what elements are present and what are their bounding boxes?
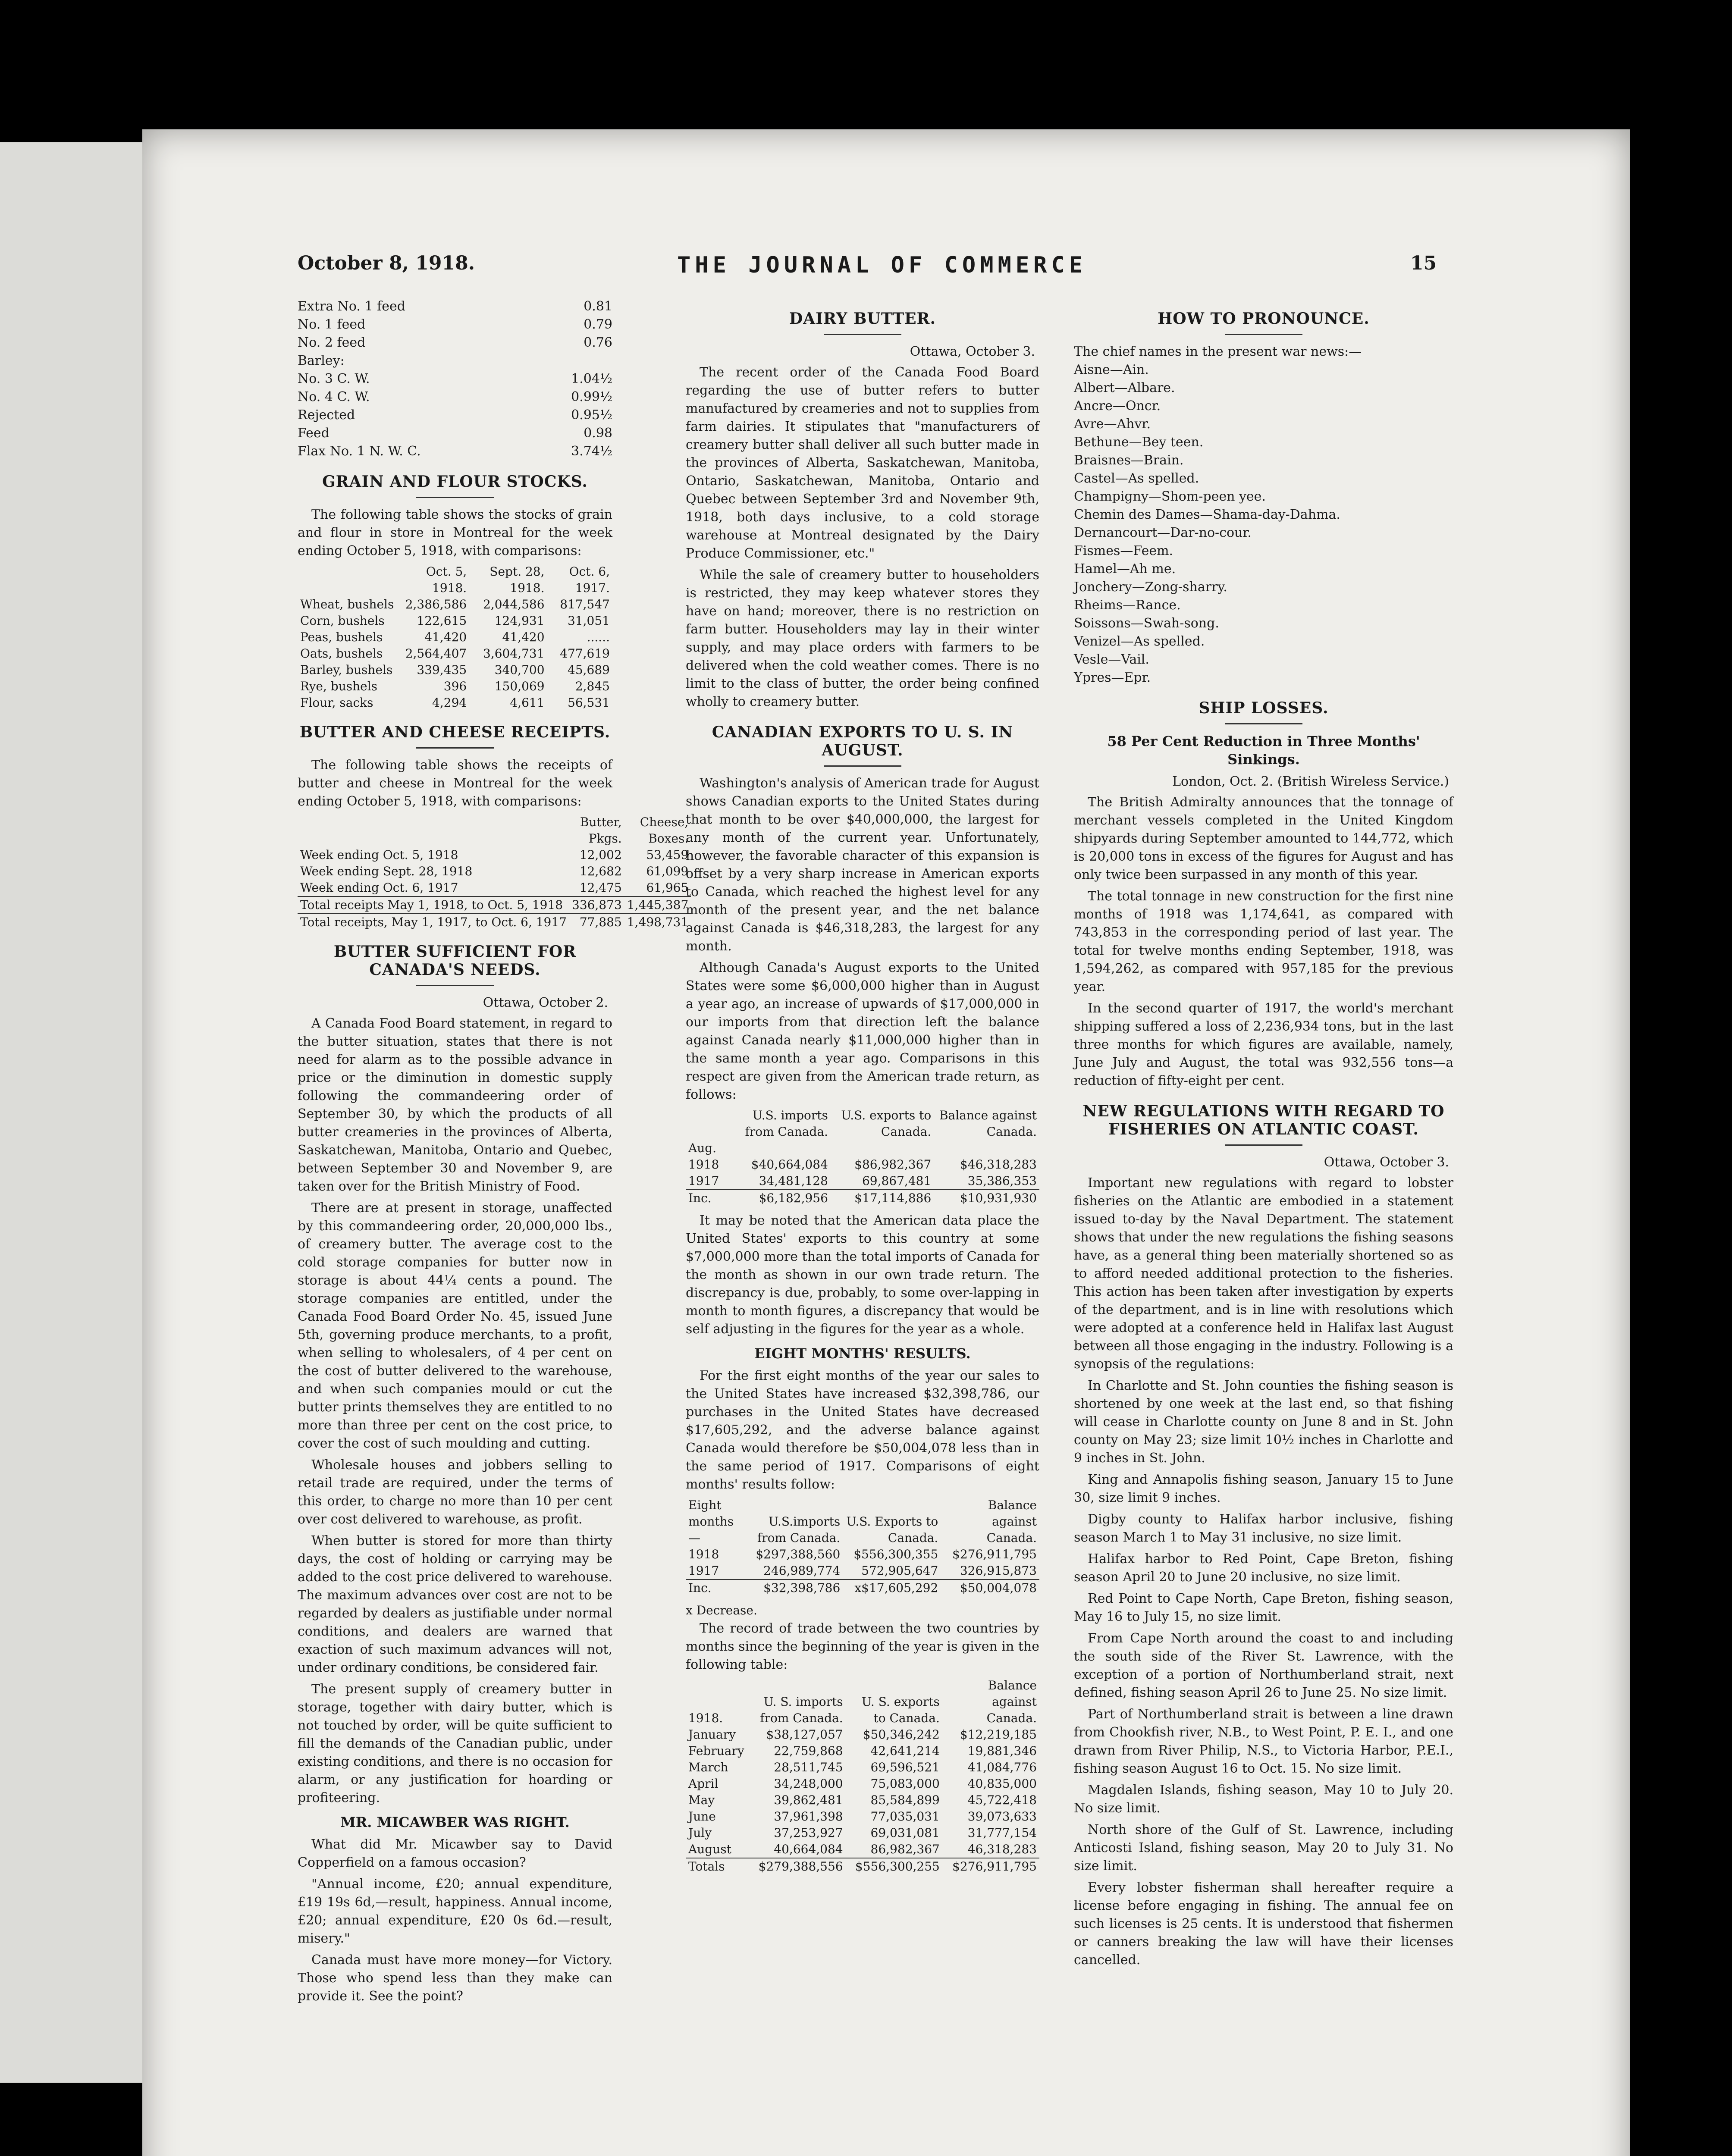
- article-paragraph: A Canada Food Board statement, in regard to the butter situation, states that there is not need for alarm as to the possible advance in price or the diminution in domestic supply following the commandeering order of September 30, by which the products of all butter creameries in the provinces of Alberta, Saskatchewan, Manitoba, Ontario and Quebec, between September 30 and November 9, are taken over for the British Ministry of Food.: [298, 1016, 612, 1194]
- table-cell: Week ending Oct. 6, 1917: [300, 881, 458, 895]
- butter-cheese-table: [298, 814, 691, 931]
- table-cell: 40,835,000: [967, 1777, 1037, 1791]
- grain-stocks-table: [298, 564, 612, 711]
- adjacent-page-edge: [0, 142, 142, 2083]
- pronunciation-item: Castel—As spelled.: [1074, 471, 1199, 486]
- table-cell: 77,035,031: [870, 1809, 940, 1824]
- price-label: No. 2 feed: [298, 335, 366, 350]
- price-label: No. 3 C. W.: [298, 371, 370, 386]
- table-cell: May: [688, 1793, 715, 1807]
- table-cell: 19,881,346: [967, 1744, 1037, 1758]
- article-paragraph: The following table shows the stocks of grain and flour in store in Montreal for the week ending October 5, 1918, with comparisons:: [298, 507, 612, 558]
- article-paragraph: Every lobster fisherman shall hereafter require a license before engaging in fishing. The annual fee on such licenses is 25 cents. It is understood that fishermen or canners breaking the law will have their licenses cancelled.: [1074, 1880, 1453, 1968]
- price-value: 0.99½: [571, 389, 612, 404]
- price-row: [298, 334, 612, 352]
- column-header: U.S.imports from Canada.: [757, 1514, 841, 1545]
- table-cell: 31,777,154: [967, 1826, 1037, 1840]
- article-paragraph: Magdalen Islands, fishing season, May 10 to July 20. No size limit.: [1074, 1783, 1453, 1816]
- table-header-row: [298, 564, 612, 596]
- table-cell: 3,604,731: [483, 646, 545, 661]
- table-cell: 336,873: [569, 896, 624, 914]
- table-cell: 41,084,776: [967, 1760, 1037, 1774]
- table-footnote: x Decrease.: [686, 1603, 757, 1617]
- table-row: [686, 1140, 1039, 1156]
- table-row: [686, 1759, 1039, 1776]
- table-row: [686, 1776, 1039, 1792]
- grain-price-list: [298, 298, 612, 461]
- table-cell: January: [688, 1727, 736, 1742]
- pronunciation-item: Aisne—Ain.: [1074, 362, 1149, 377]
- table-cell: Total receipts May 1, 1918, to Oct. 5, 1918: [298, 896, 569, 914]
- table-cell: Peas, bushels: [300, 630, 383, 644]
- pronunciation-item: Soissons—Swah-song.: [1074, 616, 1219, 631]
- table-cell: April: [688, 1777, 719, 1791]
- price-label: Barley:: [298, 353, 345, 368]
- column-header: Oct. 6, 1917.: [569, 564, 610, 595]
- price-label: Feed: [298, 426, 329, 441]
- table-cell: 28,511,745: [774, 1760, 843, 1774]
- article-heading: SHIP LOSSES.: [1199, 699, 1329, 717]
- table-cell: $50,004,078: [941, 1579, 1039, 1596]
- pronunciation-item: Rheims—Rance.: [1074, 598, 1181, 613]
- table-cell: 61,965: [646, 881, 689, 895]
- price-label: Flax No. 1 N. W. C.: [298, 444, 421, 459]
- table-cell: 35,386,353: [967, 1174, 1037, 1188]
- table-row: [298, 613, 612, 629]
- table-cell: Aug.: [688, 1141, 717, 1155]
- price-row: [298, 424, 612, 442]
- article-heading: DAIRY BUTTER.: [789, 310, 936, 328]
- table-row: [686, 1808, 1039, 1825]
- table-row: [298, 678, 612, 695]
- table-cell: Corn, bushels: [300, 614, 385, 628]
- article-body: [1074, 1174, 1453, 1969]
- column-header: 1918.: [688, 1711, 723, 1725]
- article-heading: HOW TO PRONOUNCE.: [1158, 310, 1370, 328]
- table-cell: Wheat, bushels: [300, 597, 394, 611]
- table-cell: ......: [587, 630, 610, 644]
- price-row: [298, 442, 612, 461]
- table-cell: 477,619: [560, 646, 610, 661]
- pronunciation-item: Albert—Albare.: [1074, 380, 1175, 395]
- table-cell: Rye, bushels: [300, 679, 378, 693]
- article-body: [298, 1015, 612, 1807]
- table-cell: 150,069: [494, 679, 545, 693]
- table-cell: 1918: [688, 1547, 719, 1561]
- table-total-row: [686, 1858, 1039, 1875]
- table-cell: 1,498,731: [624, 914, 691, 931]
- article-heading: BUTTER SUFFICIENT FOR CANADA'S NEEDS.: [333, 943, 577, 979]
- price-value: 0.79: [584, 317, 612, 332]
- article-paragraph: King and Annapolis fishing season, January 15 to June 30, size limit 9 inches.: [1074, 1472, 1453, 1505]
- table-cell: $279,388,556: [747, 1858, 846, 1875]
- article-paragraph: For the first eight months of the year our sales to the United States have increased $32,398,786, our purchases in the United States have decreased $17,605,292, and the adverse balance against Canada would therefore be $50,004,078 less than in the same period of 1917. Comparisons of eight months' results follow:: [686, 1368, 1039, 1492]
- article-paragraph: Red Point to Cape North, Cape Breton, fishing season, May 16 to July 15, no size limit.: [1074, 1591, 1453, 1624]
- article-paragraph: Halifax harbor to Red Point, Cape Breton, fishing season April 20 to June 20 inclusive, no size limit.: [1074, 1551, 1453, 1585]
- divider: [416, 747, 494, 749]
- column-header: Cheese, Boxes.: [640, 815, 689, 846]
- column-header: U.S. imports from Canada.: [745, 1108, 828, 1139]
- table-cell: 1918: [688, 1157, 719, 1172]
- table-cell: 45,689: [568, 663, 610, 677]
- price-label: Extra No. 1 feed: [298, 299, 405, 314]
- article-paragraph: What did Mr. Micawber say to David Copperfield on a famous occasion?: [298, 1837, 612, 1870]
- article-paragraph: In Charlotte and St. John counties the fishing season is shortened by one week at the last end, so that fishing will cease in Charlotte county on June 8 and in St. John county on May 23; size limit 10½ inches in Charlotte and 9 inches in St. John.: [1074, 1378, 1453, 1466]
- price-row: [298, 298, 612, 316]
- article-heading: BUTTER AND CHEESE RECEIPTS.: [299, 723, 611, 741]
- table-row: [298, 629, 612, 646]
- table-cell: $276,911,795: [942, 1858, 1039, 1875]
- table-cell: $556,300,355: [853, 1547, 938, 1561]
- price-value: 0.76: [584, 335, 612, 350]
- article-paragraph: Washington's analysis of American trade for August shows Canadian exports to the United States during that month to be over $40,000,000, the largest for any month of the current year. Unfortunately, however, the favorable character of this expansion is offset by a very sharp increase in American exports to Canada, which reached the highest level for any month of the present year, and the net balance against Canada is $46,318,283, the largest for any month.: [686, 776, 1039, 954]
- pronunciation-item: Jonchery—Zong-sharry.: [1074, 580, 1227, 595]
- table-cell: $6,182,956: [722, 1190, 831, 1206]
- table-cell: Flour, sacks: [300, 696, 373, 710]
- article-paragraph: Digby county to Halifax harbor inclusive, fishing season March 1 to May 31 inclusive, no size limit.: [1074, 1512, 1453, 1545]
- table-cell: 42,641,214: [870, 1744, 940, 1758]
- table-cell: 1917: [688, 1174, 719, 1188]
- table-cell: $32,398,786: [743, 1579, 843, 1596]
- price-value: 0.95½: [571, 407, 612, 423]
- table-cell: 12,475: [579, 881, 622, 895]
- price-value: 1.04½: [571, 371, 612, 386]
- table-cell: 12,682: [579, 864, 622, 878]
- table-cell: Totals: [686, 1858, 747, 1875]
- article-paragraph: There are at present in storage, unaffected by this commandeering order, 20,000,000 lbs., of creamery butter. The average cost to the cold storage companies for butter now in storage is about 44¼ cents a pound. The storage companies are entitled, under the Canada Food Board Order No. 45, issued June 5th, governing produce merchants, to a profit, when selling to wholesalers, of 4 per cent on the cost of butter delivered to the warehouse, and when such companies mould or cut the butter prints themselves they are entitled to no more than three per cent on the cost price, to cover the cost of such moulding and cutting.: [298, 1200, 612, 1451]
- table-row: [298, 847, 691, 863]
- table-cell: 39,862,481: [774, 1793, 843, 1807]
- column-header: Butter, Pkgs.: [580, 815, 622, 846]
- table-row: [686, 1546, 1039, 1563]
- pronunciation-item: Avre—Ahvr.: [1074, 417, 1151, 432]
- table-cell: $38,127,057: [766, 1727, 843, 1742]
- table-total-row: [686, 1190, 1039, 1206]
- table-cell: 46,318,283: [967, 1842, 1037, 1856]
- table-cell: 37,961,398: [774, 1809, 843, 1824]
- table-cell: 2,044,586: [483, 597, 545, 611]
- article-paragraph: North shore of the Gulf of St. Lawrence, including Anticosti Island, fishing season, May 20 to July 31. No size limit.: [1074, 1822, 1453, 1874]
- table-cell: $10,931,930: [934, 1190, 1039, 1206]
- table-total-row: [298, 914, 691, 931]
- pronunciation-item: Vesle—Vail.: [1074, 652, 1149, 667]
- table-cell: $86,982,367: [854, 1157, 932, 1172]
- table-cell: 75,083,000: [870, 1777, 940, 1791]
- table-cell: 56,531: [568, 696, 610, 710]
- table-cell: $17,114,886: [831, 1190, 934, 1206]
- dateline: Ottawa, October 2.: [483, 995, 608, 1010]
- table-cell: Inc.: [686, 1190, 722, 1206]
- table-cell: 41,420: [502, 630, 545, 644]
- table-cell: 85,584,899: [870, 1793, 940, 1807]
- divider: [1225, 334, 1302, 335]
- article-body: [1074, 793, 1453, 1090]
- column-header: U.S. Exports to Canada.: [846, 1514, 938, 1545]
- article-paragraph: The British Admiralty announces that the tonnage of merchant vessels completed in the United Kingdom shipyards during September amounted to 144,772, which is 20,000 tons in excess of the figures for August and has only twice been surpassed in any month of this year.: [1074, 795, 1453, 882]
- column-header: Balance against Canada.: [986, 1498, 1037, 1545]
- table-cell: 339,435: [417, 663, 467, 677]
- article-paragraph: Canada must have more money—for Victory. Those who spend less than they make can provide it. See the point?: [298, 1952, 612, 2004]
- table-cell: 1917: [688, 1564, 719, 1578]
- pronunciation-item: Chemin des Dames—Shama-day-Dahma.: [1074, 507, 1340, 522]
- issue-date: October 8, 1918.: [298, 252, 475, 274]
- price-value: 0.81: [584, 299, 612, 314]
- august-trade-table: [686, 1107, 1039, 1206]
- pronunciation-item: Champigny—Shom-peen yee.: [1074, 489, 1266, 504]
- article-paragraph: Wholesale houses and jobbers selling to retail trade are required, under the terms of this order, to charge no more than 10 per cent over cost delivered to warehouse, as profit.: [298, 1457, 612, 1527]
- article-body: [686, 364, 1039, 711]
- table-row: [298, 662, 612, 678]
- table-cell: March: [688, 1760, 728, 1774]
- table-row: [686, 1156, 1039, 1173]
- pronunciation-item: Fismes—Feem.: [1074, 543, 1173, 558]
- table-header-row: [686, 1497, 1039, 1546]
- table-cell: 34,248,000: [774, 1777, 843, 1791]
- price-row: [298, 406, 612, 424]
- price-label: No. 4 C. W.: [298, 389, 370, 404]
- article-paragraph: Important new regulations with regard to lobster fisheries on the Atlantic are embodied in a statement issued to-day by the Naval Department. The statement shows that under the new regulations the fishing seasons have, as a general thing been materially shortened so as to afford needed additional protection to the fisheries. This action has been taken after investigation by experts of the department, and is in line with resolutions which were adopted at a conference held in Halifax last August between all those engaging in the industry. Following is a synopsis of the regulations:: [1074, 1175, 1453, 1372]
- column-header: Balance against Canada.: [939, 1108, 1037, 1139]
- table-row: [298, 695, 612, 711]
- dateline: Ottawa, October 3.: [1324, 1155, 1449, 1170]
- table-cell: 69,596,521: [870, 1760, 940, 1774]
- article-paragraph: While the sale of creamery butter to householders is restricted, they may keep whatever stores they have on hand; moreover, there is no restriction on farm butter. Householders may lay in their winter supply, and may place orders with farmers to be delivered when the cold weather comes. There is no limit to the class of butter, the order being confined wholly to creamery butter.: [686, 567, 1039, 709]
- monthly-trade-table: [686, 1677, 1039, 1875]
- table-row: [686, 1727, 1039, 1743]
- price-value: [565, 352, 612, 370]
- price-value: 3.74½: [571, 444, 612, 459]
- table-cell: 69,867,481: [862, 1174, 932, 1188]
- column-header: [298, 564, 396, 596]
- table-cell: July: [688, 1826, 712, 1840]
- table-cell: $276,911,795: [952, 1547, 1037, 1561]
- column-center: [686, 298, 1039, 1880]
- pronunciation-item: Hamel—Ah me.: [1074, 561, 1176, 577]
- pronunciation-item: Venizel—As spelled.: [1074, 634, 1205, 649]
- article-paragraph: Although Canada's August exports to the United States were some $6,000,000 higher than in August a year ago, an increase of upwards of $17,000,000 in our imports from that direction left the balance against Canada nearly $11,000,000 higher than in the same month a year ago. Comparisons in this respect are given from the American trade return, as follows:: [686, 960, 1039, 1102]
- table-cell: [722, 1140, 831, 1156]
- table-row: [686, 1841, 1039, 1858]
- table-cell: Inc.: [686, 1579, 743, 1596]
- table-cell: Oats, bushels: [300, 646, 383, 661]
- article-heading: CANADIAN EXPORTS TO U. S. IN AUGUST.: [712, 723, 1013, 759]
- column-right: [1074, 298, 1453, 1973]
- divider: [416, 985, 494, 986]
- table-cell: $556,300,255: [846, 1858, 942, 1875]
- table-row: [686, 1792, 1039, 1808]
- divider: [824, 765, 901, 767]
- price-row: [298, 388, 612, 406]
- divider: [416, 497, 494, 498]
- table-cell: 4,294: [432, 696, 467, 710]
- table-cell: 2,845: [575, 679, 610, 693]
- article-paragraph: The chief names in the present war news:—: [1074, 344, 1362, 359]
- price-label: No. 1 feed: [298, 317, 366, 332]
- table-cell: $297,388,560: [756, 1547, 841, 1561]
- article-paragraph: The recent order of the Canada Food Board regarding the use of butter refers to butter manufactured by creameries and not to supplies from farm dairies. It stipulates that "manufacturers of creamery butter shall deliver all such butter made in the provinces of Alberta, Saskatchewan, Manitoba, Ontario, Saskatchewan, Manitoba, Ontario and Quebec between September 3rd and November 9th, 1918, both days inclusive, to a cold storage warehouse at Montreal designated by the Dairy Produce Commissioner, etc.": [686, 365, 1039, 561]
- table-cell: $12,219,185: [960, 1727, 1037, 1742]
- table-cell: 40,664,084: [774, 1842, 843, 1856]
- table-cell: 2,386,586: [405, 597, 467, 611]
- divider: [1225, 723, 1302, 724]
- table-cell: 41,420: [424, 630, 467, 644]
- article-paragraph: From Cape North around the coast to and including the south side of the River St. Lawrence, with the exception of a portion of Northumberland strait, next defined, fishing season April 26 to June 25. No size limit.: [1074, 1631, 1453, 1700]
- table-cell: $46,318,283: [960, 1157, 1037, 1172]
- page-number: 15: [1410, 252, 1437, 274]
- article-paragraph: It may be noted that the American data place the United States' exports to this country at some $7,000,000 more than the total imports of Canada for the month as shown in our own trade return. The discrepancy is due, probably, to some over-lapping in month to month figures, a discrepancy that would be self adjusting in the figures for the year as a whole.: [686, 1213, 1039, 1337]
- pronunciation-item: Bethune—Bey teen.: [1074, 435, 1204, 450]
- table-cell: Total receipts, May 1, 1917, to Oct. 6, 1917: [298, 914, 569, 931]
- article-paragraph: The following table shows the receipts of butter and cheese in Montreal for the week ending October 5, 1918, with comparisons:: [298, 758, 612, 809]
- column-header: U.S. exports to Canada.: [841, 1108, 932, 1139]
- article-heading: GRAIN AND FLOUR STOCKS.: [322, 473, 588, 491]
- divider: [824, 334, 901, 335]
- article-paragraph: The record of trade between the two countries by months since the beginning of the year is given in the following table:: [686, 1621, 1039, 1672]
- table-row: [298, 596, 612, 613]
- table-cell: 124,931: [494, 614, 545, 628]
- table-cell: August: [688, 1842, 731, 1856]
- table-cell: $50,346,242: [863, 1727, 940, 1742]
- table-cell: 2,564,407: [405, 646, 467, 661]
- article-paragraph: In the second quarter of 1917, the world's merchant shipping suffered a loss of 2,236,934 tons, but in the last three months for which figures are available, namely, June July and August, the total was 932,556 tons—a reduction of fifty-eight per cent.: [1074, 1001, 1453, 1088]
- article-paragraph: Part of Northumberland strait is between a line drawn from Chookfish river, N.B., to West Point, P. E. I., and one drawn from River Philip, N.S., to Victoria Harbor, P.E.I., fishing season August 16 to Oct. 15. No size limit.: [1074, 1707, 1453, 1776]
- dateline: Ottawa, October 3.: [910, 344, 1035, 359]
- article-body: [686, 774, 1039, 1104]
- table-row: [686, 1173, 1039, 1190]
- table-cell: Week ending Oct. 5, 1918: [300, 848, 458, 862]
- table-cell: 122,615: [417, 614, 467, 628]
- column-header: Oct. 5, 1918.: [426, 564, 467, 595]
- table-cell: 86,982,367: [870, 1842, 940, 1856]
- publication-title: THE JOURNAL OF COMMERCE: [677, 252, 1087, 278]
- table-cell: February: [688, 1744, 744, 1758]
- price-value: 0.98: [584, 426, 612, 441]
- table-row: [686, 1563, 1039, 1579]
- table-row: [298, 646, 612, 662]
- table-total-row: [298, 896, 691, 914]
- table-cell: 326,915,873: [960, 1564, 1037, 1578]
- table-row: [298, 880, 691, 896]
- divider: [1225, 1144, 1302, 1146]
- table-cell: 34,481,128: [759, 1174, 828, 1188]
- table-cell: [831, 1140, 934, 1156]
- table-cell: 22,759,868: [774, 1744, 843, 1758]
- pronunciation-item: Ypres—Epr.: [1074, 670, 1151, 685]
- masthead: [155, 252, 1449, 287]
- table-cell: 4,611: [510, 696, 545, 710]
- table-cell: [934, 1140, 1039, 1156]
- table-cell: 69,031,081: [870, 1826, 940, 1840]
- table-cell: 39,073,633: [967, 1809, 1037, 1824]
- price-label: Rejected: [298, 407, 355, 423]
- table-cell: 77,885: [569, 914, 624, 931]
- dateline: London, Oct. 2. (British Wireless Service.): [1172, 774, 1449, 789]
- pronunciation-item: Braisnes—Brain.: [1074, 453, 1184, 468]
- column-header: U. S. imports from Canada.: [760, 1695, 843, 1725]
- table-header-row: [686, 1107, 1039, 1140]
- table-cell: x$17,605,292: [843, 1579, 941, 1596]
- price-row: [298, 352, 612, 370]
- table-cell: 340,700: [494, 663, 545, 677]
- pronunciation-list: [1074, 361, 1453, 687]
- article-heading: NEW REGULATIONS WITH REGARD TO FISHERIES ON ATLANTIC COAST.: [1082, 1102, 1445, 1138]
- article-paragraph: The present supply of creamery butter in storage, together with dairy butter, which is not touched by order, will be quite sufficient to fill the demands of the Canadian public, under existing conditions, and there is no occasion for alarm, or any justification for hoarding or profiteering.: [298, 1682, 612, 1805]
- table-row: [686, 1743, 1039, 1759]
- table-cell: 31,051: [568, 614, 610, 628]
- table-cell: 12,002: [579, 848, 622, 862]
- table-cell: June: [688, 1809, 716, 1824]
- table-row: [298, 863, 691, 880]
- article-body: [298, 1836, 612, 2006]
- table-cell: 37,253,927: [774, 1826, 843, 1840]
- eight-months-table: [686, 1497, 1039, 1596]
- article-subheading: 58 Per Cent Reduction in Three Months' Sinkings.: [1107, 733, 1420, 768]
- table-cell: 572,905,647: [861, 1564, 938, 1578]
- table-cell: 396: [443, 679, 467, 693]
- table-cell: Barley, bushels: [300, 663, 393, 677]
- article-paragraph: The total tonnage in new construction for the first nine months of 1918 was 1,174,641, as compared with 743,853 in the corresponding period of last year. The total for twelve months ending September, 1918, was 1,594,262, as compared with 957,185 for the previous year.: [1074, 889, 1453, 994]
- table-cell: 61,099: [646, 864, 689, 878]
- price-row: [298, 316, 612, 334]
- column-left: [298, 298, 689, 2009]
- table-cell: 817,547: [560, 597, 610, 611]
- column-header: Sept. 28, 1918.: [489, 564, 545, 595]
- table-cell: 45,722,418: [967, 1793, 1037, 1807]
- table-cell: $40,664,084: [751, 1157, 828, 1172]
- column-header: Eight months —: [688, 1498, 734, 1545]
- table-total-row: [686, 1579, 1039, 1596]
- pronunciation-item: Ancre—Oncr.: [1074, 398, 1161, 414]
- column-header: [298, 814, 569, 847]
- price-row: [298, 370, 612, 388]
- column-header: Balance against Canada.: [986, 1678, 1037, 1725]
- table-cell: Week ending Sept. 28, 1918: [300, 864, 473, 878]
- table-row: [686, 1825, 1039, 1841]
- table-cell: 53,459: [646, 848, 689, 862]
- article-paragraph: "Annual income, £20; annual expenditure, £19 19s 6d,—result, happiness. Annual income, £20; annual expenditure, £20 0s 6d.—result, misery.": [298, 1877, 612, 1946]
- table-cell: 1,445,387: [624, 896, 691, 914]
- article-paragraph: When butter is stored for more than thirty days, the cost of holding or carrying may be added to the cost price delivered to warehouse. The maximum advances over cost are not to be regarded by dealers as justifiable under normal conditions, and dealers are warned that exaction of such maximum advances will not, under ordinary conditions, be considered fair.: [298, 1533, 612, 1675]
- table-header-row: [686, 1677, 1039, 1727]
- section-subheading: EIGHT MONTHS' RESULTS.: [754, 1345, 971, 1362]
- table-header-row: [298, 814, 691, 847]
- column-header: [686, 1107, 722, 1140]
- pronunciation-item: Dernancourt—Dar-no-cour.: [1074, 525, 1252, 540]
- article-heading: MR. MICAWBER WAS RIGHT.: [340, 1814, 570, 1830]
- column-header: U. S. exports to Canada.: [861, 1695, 940, 1725]
- table-cell: 246,989,774: [763, 1564, 841, 1578]
